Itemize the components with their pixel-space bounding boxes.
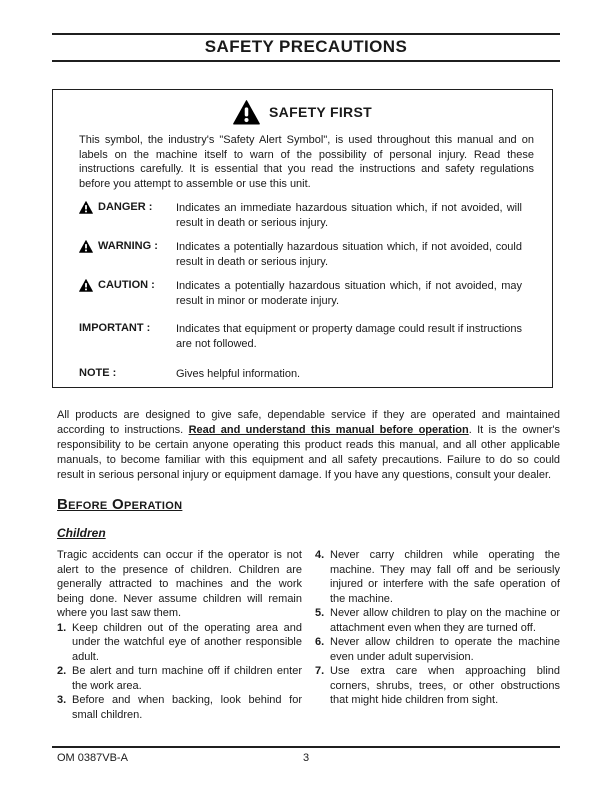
item-text: Never allow children to play on the machine or attachment even when they are turned off. bbox=[330, 607, 560, 634]
list-item bbox=[315, 664, 560, 708]
caution-label-group bbox=[79, 279, 176, 308]
warning-label-group bbox=[79, 240, 176, 269]
safety-alert-icon bbox=[79, 201, 93, 214]
item-text: Never carry children while operating the machine. They may fall off and be seriously injured or interfere with the safe operation of the machine. bbox=[330, 549, 560, 605]
signal-word-row-important bbox=[79, 322, 544, 351]
right-column bbox=[315, 548, 560, 722]
page-content bbox=[52, 0, 560, 722]
safety-first-heading: SAFETY FIRST bbox=[269, 104, 372, 120]
signal-word-row-warning bbox=[79, 240, 544, 269]
item-text: Keep children out of the operating area and under the watchful eye of another responsible adult. bbox=[72, 621, 302, 663]
danger-text: Indicates an immediate hazardous situation which, if not avoided, will result in death or serious injury. bbox=[176, 202, 522, 229]
main-intro-paragraph bbox=[52, 408, 560, 483]
item-number: 1. bbox=[57, 621, 67, 634]
signal-word-row-danger bbox=[79, 201, 544, 230]
list-item bbox=[315, 635, 560, 664]
safety-alert-icon bbox=[233, 100, 260, 125]
signal-word-row-caution bbox=[79, 279, 544, 308]
children-intro: Tragic accidents can occur if the operator is not alert to the presence of children. Children are generally attracted to machines and the work being done. Never assume children will remain where you last saw them. bbox=[57, 549, 302, 619]
left-column bbox=[57, 548, 302, 722]
read-manual-emphasis: Read and understand this manual before operation bbox=[188, 424, 469, 436]
note-label: NOTE : bbox=[79, 367, 117, 379]
item-text: Never allow children to operate the machine even under adult supervision. bbox=[330, 636, 560, 663]
item-number: 7. bbox=[315, 665, 325, 677]
page-number: 3 bbox=[302, 752, 310, 764]
safety-alert-icon bbox=[79, 279, 93, 292]
main-intro-start: All products are designed to give safe, dependable service if they are operated and maintained according to instructions. bbox=[57, 409, 560, 436]
document-number: OM 0387VB-A bbox=[57, 752, 128, 764]
safety-first-box bbox=[52, 89, 553, 388]
list-item bbox=[57, 621, 302, 665]
item-text: Use extra care when approaching blind corners, shrubs, trees, or other obstructions that might hide children from sight. bbox=[330, 665, 560, 706]
safety-alert-icon bbox=[79, 240, 93, 253]
page-footer bbox=[52, 746, 560, 764]
item-text: Before and when backing, look behind for small children. bbox=[72, 694, 302, 721]
item-number: 2. bbox=[57, 665, 67, 677]
page-title: SAFETY PRECAUTIONS bbox=[204, 37, 408, 56]
item-number: 3. bbox=[57, 694, 67, 706]
important-label: IMPORTANT : bbox=[79, 322, 151, 334]
main-intro-end: . It is the owner's responsibility to be certain anyone operating this product reads this manual, and all other applicable manuals, to become familiar with this equipment and all safety precautions. Failure to do so could result in serious personal injury or equipment damage. If you have any questions, consult your dealer. bbox=[57, 424, 560, 481]
list-item bbox=[315, 548, 560, 606]
list-item bbox=[57, 664, 302, 693]
subsection-heading-children: Children bbox=[57, 526, 106, 540]
list-item bbox=[57, 693, 302, 722]
item-number: 4. bbox=[315, 549, 325, 561]
item-text: Be alert and turn machine off if children enter the work area. bbox=[72, 665, 302, 692]
danger-label-group bbox=[79, 201, 176, 230]
danger-label: DANGER : bbox=[98, 201, 153, 213]
safety-first-heading-row bbox=[79, 98, 526, 126]
signal-word-row-note bbox=[79, 367, 544, 382]
section-heading-before-operation: Before Operation bbox=[57, 496, 183, 513]
safety-box-intro: This symbol, the industry's "Safety Alert Symbol", is used throughout this manual and on labels on the machine itself to warn of the possibility of personal injury. Read these instructions carefully. It is essential that you read the instructions and safety regulations before you attempt to assemble or use this unit. bbox=[79, 134, 534, 190]
important-text: Indicates that equipment or property damage could result if instructions are not followed. bbox=[176, 323, 522, 350]
warning-text: Indicates a potentially hazardous situation which, if not avoided, could result in death or serious injury. bbox=[176, 241, 522, 268]
page-header bbox=[52, 33, 560, 62]
footer-row bbox=[52, 752, 560, 764]
note-text: Gives helpful information. bbox=[176, 368, 301, 380]
warning-label: WARNING : bbox=[98, 240, 158, 252]
list-item bbox=[315, 606, 560, 635]
item-number: 5. bbox=[315, 607, 325, 619]
caution-label: CAUTION : bbox=[98, 279, 155, 291]
two-column-body bbox=[52, 548, 560, 722]
caution-text: Indicates a potentially hazardous situation which, if not avoided, may result in minor or moderate injury. bbox=[176, 280, 522, 307]
item-number: 6. bbox=[315, 636, 325, 648]
